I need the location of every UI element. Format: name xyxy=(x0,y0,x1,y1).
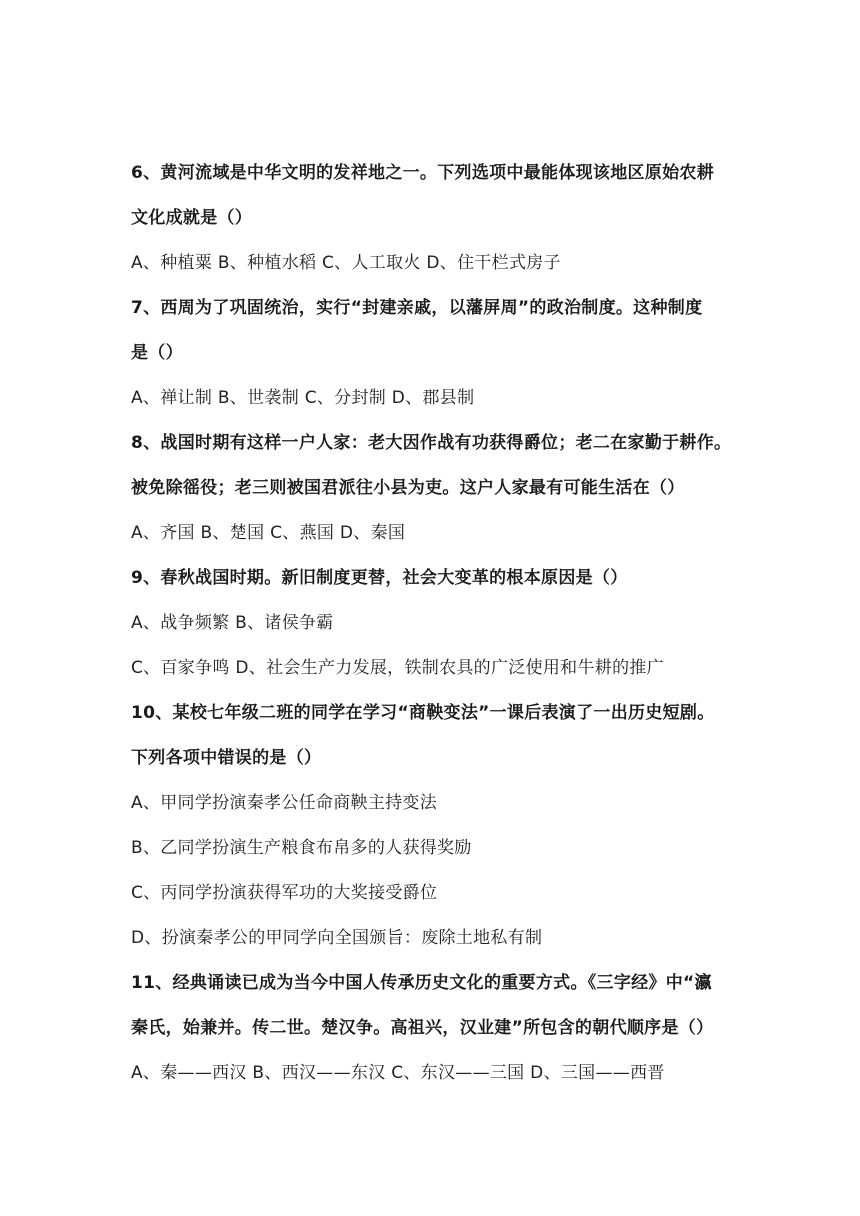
question-8-stem-line-1: 8、战国时期有这样一户人家：老大因作战有功获得爵位；老二在家勤于耕作。 xyxy=(131,433,732,453)
question-11-options: A、秦——西汉 B、西汉——东汉 C、东汉——三国 D、三国——西晋 xyxy=(131,1063,665,1083)
question-7-stem-line-2: 是（） xyxy=(131,343,183,363)
question-6-stem-line-2: 文化成就是（） xyxy=(131,208,253,228)
question-11-stem-line-2: 秦氏，始兼并。传二世。楚汉争。高祖兴，汉业建”所包含的朝代顺序是（） xyxy=(131,1018,714,1038)
question-8-options: A、齐国 B、楚国 C、燕国 D、秦国 xyxy=(131,523,406,543)
question-9-options-cd: C、百家争鸣 D、社会生产力发展，铁制农具的广泛使用和牛耕的推广 xyxy=(131,658,664,678)
question-11-stem-line-1: 11、经典诵读已成为当今中国人传承历史文化的重要方式。《三字经》中“瀛 xyxy=(131,973,712,993)
question-9-options-ab: A、战争频繁 B、诸侯争霸 xyxy=(131,613,334,633)
question-7-stem-line-1: 7、西周为了巩固统治，实行“封建亲戚，以藩屏周”的政治制度。这种制度 xyxy=(131,298,703,318)
question-9-stem: 9、春秋战国时期。新旧制度更替，社会大变革的根本原因是（） xyxy=(131,568,628,588)
question-10-option-b: B、乙同学扮演生产粮食布帛多的人获得奖励 xyxy=(131,838,472,858)
question-10-option-c: C、丙同学扮演获得军功的大奖接受爵位 xyxy=(131,883,438,903)
question-8-stem-line-2: 被免除徭役；老三则被国君派往小县为吏。这户人家最有可能生活在（） xyxy=(131,478,685,498)
question-10-option-a: A、甲同学扮演秦孝公任命商鞅主持变法 xyxy=(131,793,438,813)
question-10-stem-line-1: 10、某校七年级二班的同学在学习“商鞅变法”一课后表演了一出历史短剧。 xyxy=(131,703,715,723)
question-7-options: A、禅让制 B、世袭制 C、分封制 D、郡县制 xyxy=(131,388,475,408)
question-10-stem-line-2: 下列各项中错误的是（） xyxy=(131,748,322,768)
question-6-options: A、种植粟 B、种植水稻 C、人工取火 D、住干栏式房子 xyxy=(131,253,561,273)
question-10-option-d: D、扮演秦孝公的甲同学向全国颁旨：废除土地私有制 xyxy=(131,928,543,948)
question-6-stem-line-1: 6、黄河流域是中华文明的发祥地之一。下列选项中最能体现该地区原始农耕 xyxy=(131,163,715,183)
